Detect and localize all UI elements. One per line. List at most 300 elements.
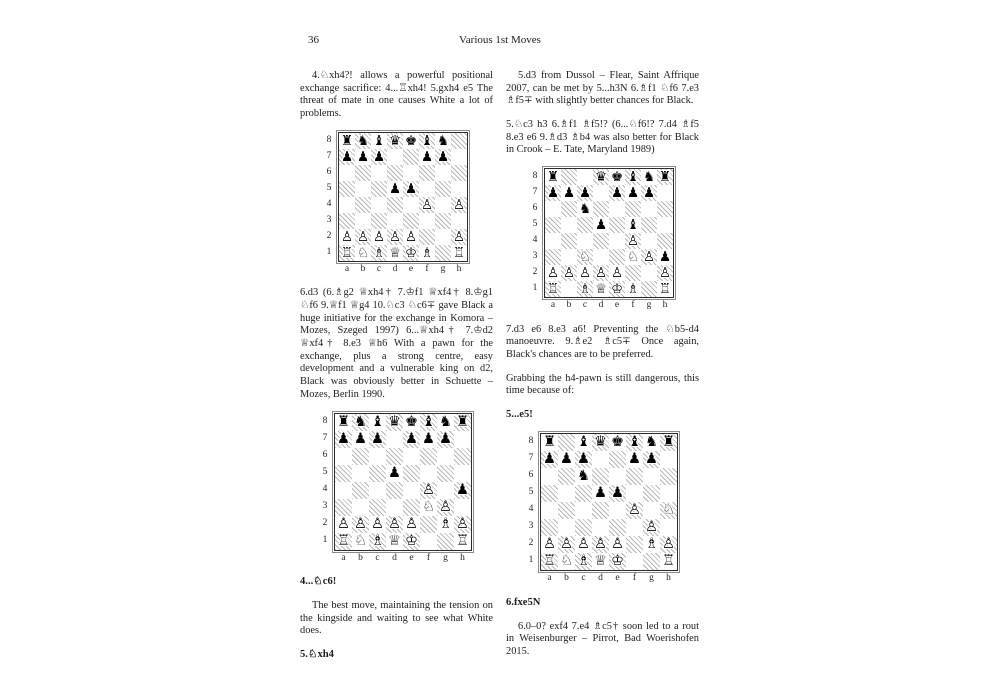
piece-white-pawn: ♙ [356,228,370,245]
piece-black-pawn: ♟ [562,185,576,202]
board-square [339,133,355,149]
piece-white-pawn: ♙ [662,536,675,553]
board-square [660,536,677,553]
piece-white-bishop: ♗ [577,553,590,570]
board-square [626,502,643,519]
piece-black-pawn: ♟ [594,485,607,502]
file-label: c [582,300,588,311]
two-column-text [300,70,700,673]
chess-board [334,413,472,551]
piece-black-pawn: ♟ [436,148,450,165]
file-labels [335,553,471,565]
page-content [300,34,700,673]
paragraph: The best move, maintaining the tension on the kingside and waiting to see what White does. [300,600,493,637]
board-square [403,197,419,213]
rank-label: 4 [326,198,332,209]
board-square [335,414,352,431]
board-square [387,181,403,197]
file-label: f [425,263,429,274]
piece-black-pawn: ♟ [420,148,434,165]
board-square [592,485,609,502]
board-square [437,431,454,448]
board-square [386,414,403,431]
board-square [371,181,387,197]
piece-white-knight: ♘ [354,532,367,549]
file-label: c [581,573,586,584]
board-square [575,553,592,570]
board-square [609,217,625,233]
rank-label: 2 [528,538,534,549]
board-square [577,265,593,281]
piece-white-pawn: ♙ [405,515,418,532]
board-square [592,451,609,468]
board-square [609,233,625,249]
board-square [545,249,561,265]
piece-black-pawn: ♟ [560,451,573,468]
board-square [657,281,673,297]
piece-black-knight: ♞ [356,132,370,149]
board-square [403,465,420,482]
piece-white-queen: ♕ [388,532,401,549]
file-labels [339,264,467,276]
piece-black-king: ♚ [610,169,624,186]
file-label: e [408,263,414,274]
board-square [339,197,355,213]
piece-white-knight: ♘ [560,553,573,570]
board-square [609,451,626,468]
page-number: 36 [308,34,319,46]
board-square [575,468,592,485]
board-square [386,431,403,448]
rank-label: 2 [326,230,332,241]
piece-black-king: ♚ [611,434,624,451]
piece-white-pawn: ♙ [422,481,435,498]
board-square [352,414,369,431]
board-square [369,482,386,499]
board-square [386,499,403,516]
rank-label: 1 [528,555,534,566]
rank-label: 5 [326,182,332,193]
board-square [451,133,467,149]
piece-white-pawn: ♙ [456,515,469,532]
board-square [387,245,403,261]
file-label: d [392,263,398,274]
rank-label: 2 [532,267,538,278]
board-square [355,165,371,181]
board-square [561,217,577,233]
piece-white-rook: ♖ [456,532,469,549]
board-square [558,536,575,553]
file-labels [541,573,677,585]
piece-black-knight: ♞ [439,413,452,430]
board-square [558,451,575,468]
board-square [657,233,673,249]
board-square [419,213,435,229]
board-square [558,502,575,519]
move-heading: 6.fxe5N [506,596,541,608]
board-square [403,414,420,431]
piece-black-pawn: ♟ [372,148,386,165]
board-square [403,149,419,165]
board-square [641,249,657,265]
board-square [435,213,451,229]
board-square [371,213,387,229]
board-square [403,499,420,516]
board-square [335,448,352,465]
board-square [592,468,609,485]
board-square [437,465,454,482]
piece-white-rook: ♖ [658,281,672,298]
file-label: g [649,573,654,584]
board-square [419,149,435,165]
board-square [387,133,403,149]
board-square [371,229,387,245]
board-square [451,149,467,165]
board-square [558,553,575,570]
piece-white-pawn: ♙ [371,515,384,532]
piece-white-pawn: ♙ [645,519,658,536]
piece-white-rook: ♖ [452,244,466,261]
board-square [592,434,609,451]
board-square [660,468,677,485]
board-square [420,431,437,448]
board-square [609,185,625,201]
board-square [437,533,454,550]
file-label: c [376,263,382,274]
board-square [437,414,454,431]
rank-label: 3 [322,500,328,511]
piece-black-pawn: ♟ [546,185,560,202]
rank-label: 1 [322,534,328,545]
piece-black-pawn: ♟ [628,451,641,468]
board-square [657,201,673,217]
piece-white-pawn: ♙ [594,536,607,553]
rank-label: 6 [532,203,538,214]
board-square [355,245,371,261]
piece-white-pawn: ♙ [340,228,354,245]
board-square [387,197,403,213]
board-square [660,553,677,570]
piece-black-pawn: ♟ [610,185,624,202]
board-square [420,516,437,533]
piece-white-king: ♔ [404,244,418,261]
board-square [641,265,657,281]
board-square [339,181,355,197]
file-label: h [456,263,462,274]
file-labels [545,300,673,312]
piece-white-bishop: ♗ [578,281,592,298]
board-square [339,245,355,261]
piece-white-bishop: ♗ [626,281,640,298]
board-square [387,213,403,229]
paragraph: 6.d3 (6.♗g2 ♕xh4† 7.♔f1 ♕xf4† 8.♔g1 ♘f6 9.♕f1 ♕g4 10.♘c3 ♘c6∓ gave Black a huge initiative for the exchange in Komora – Mozes, Szeged 1997) 6...♕xh4† 7.♔d2 ♕xf4† 8.e3 ♕h6 With a pawn for the exchange, plus a strong centre, easy development and a vulnerable king on d2, Black was obviously better in Schuette – Mozes, Berlin 1990. [300,287,493,400]
rank-labels [527,433,535,569]
board-square [435,181,451,197]
board-square [641,217,657,233]
piece-white-knight: ♘ [626,249,640,266]
piece-white-pawn: ♙ [388,515,401,532]
piece-black-knight: ♞ [354,413,367,430]
board-square [371,133,387,149]
rank-label: 7 [528,453,534,464]
board-square [577,233,593,249]
chess-diagram-3 [506,168,699,312]
piece-black-pawn: ♟ [337,430,350,447]
board-square [403,448,420,465]
piece-black-bishop: ♝ [628,434,641,451]
piece-black-rook: ♜ [543,434,556,451]
board-square [419,229,435,245]
board-square [545,185,561,201]
board-square [545,201,561,217]
piece-white-knight: ♘ [662,502,675,519]
rank-label: 8 [528,436,534,447]
board-square [592,519,609,536]
board-square [575,451,592,468]
file-label: d [392,552,397,563]
board-square [403,229,419,245]
board-square [643,536,660,553]
board-square [435,245,451,261]
board-square [561,169,577,185]
file-label: g [440,263,446,274]
rank-label: 1 [532,283,538,294]
file-label: d [598,300,604,311]
board-square [593,265,609,281]
board-square [355,213,371,229]
piece-white-queen: ♕ [388,244,402,261]
rank-label: 5 [528,487,534,498]
file-label: g [646,300,652,311]
piece-white-pawn: ♙ [562,265,576,282]
rank-label: 7 [326,150,332,161]
rank-label: 4 [528,504,534,515]
paragraph: 5.♘c3 h3 6.♗f1 ♗f5!? (6...♘f6!? 7.d4 ♗f5 8.e3 e6 9.♗d3 ♗b4 was also better for Black in Crook – E. Tate, Maryland 1989) [506,119,699,156]
board-square [420,414,437,431]
board-square [575,502,592,519]
board-square [626,468,643,485]
board-square [626,536,643,553]
board-square [403,133,419,149]
board-square [643,519,660,536]
board-square [561,233,577,249]
piece-black-rook: ♜ [662,434,675,451]
board-square [593,233,609,249]
file-label: b [360,263,366,274]
piece-white-pawn: ♙ [577,536,590,553]
rank-label: 7 [322,432,328,443]
board-square [355,181,371,197]
piece-black-rook: ♜ [337,413,350,430]
piece-white-pawn: ♙ [439,498,452,515]
board-square [451,197,467,213]
board-square [335,533,352,550]
board-square [641,201,657,217]
piece-white-pawn: ♙ [452,196,466,213]
board-square [577,185,593,201]
piece-black-pawn: ♟ [578,185,592,202]
board-square [626,553,643,570]
piece-white-rook: ♖ [662,553,675,570]
board-square [386,516,403,533]
board-square [335,431,352,448]
board-square [643,468,660,485]
board-square [403,482,420,499]
board-square [657,265,673,281]
file-label: b [358,552,363,563]
piece-black-rook: ♜ [340,132,354,149]
board-square [593,201,609,217]
piece-black-pawn: ♟ [388,180,402,197]
piece-black-pawn: ♟ [626,185,640,202]
board-square [420,465,437,482]
piece-black-pawn: ♟ [439,430,452,447]
board-square [626,485,643,502]
file-label: g [443,552,448,563]
board-square [355,133,371,149]
board-square [339,149,355,165]
board-square [420,482,437,499]
rank-label: 3 [532,251,538,262]
board-square [625,233,641,249]
piece-white-pawn: ♙ [560,536,573,553]
board-square [454,448,471,465]
board-square [454,516,471,533]
piece-white-pawn: ♙ [404,228,418,245]
piece-white-pawn: ♙ [420,196,434,213]
file-label: h [460,552,465,563]
board-square [352,448,369,465]
piece-white-rook: ♖ [543,553,556,570]
piece-black-pawn: ♟ [404,180,418,197]
piece-black-rook: ♜ [658,169,672,186]
paragraph: 5.d3 from Dussol – Flear, Saint Affrique 2007, can be met by 5...h3N 6.♗f1 ♘f6 7.e3 ♗f5∓ with slightly better chances for Black. [506,70,699,107]
board-square [403,245,419,261]
board-square [558,519,575,536]
board-square [541,536,558,553]
board-square [369,448,386,465]
board-square [454,414,471,431]
piece-black-queen: ♛ [388,132,402,149]
board-square [335,482,352,499]
board-square [558,434,575,451]
move-heading: 5...e5! [506,409,533,421]
board-square [545,281,561,297]
board-square [625,249,641,265]
board-square [660,519,677,536]
board-square [387,229,403,245]
board-square [660,485,677,502]
board-square [419,181,435,197]
board-square [451,181,467,197]
board-square [660,434,677,451]
rank-label: 4 [532,235,538,246]
board-square [593,169,609,185]
board-square [352,533,369,550]
piece-white-king: ♔ [610,281,624,298]
board-square [625,217,641,233]
board-square [657,249,673,265]
board-square [352,465,369,482]
rank-label: 6 [528,470,534,481]
board-square [352,516,369,533]
rank-label: 1 [326,246,332,257]
piece-black-pawn: ♟ [611,485,624,502]
board-square [369,533,386,550]
piece-white-pawn: ♙ [354,515,367,532]
piece-white-pawn: ♙ [658,265,672,282]
board-square [454,533,471,550]
board-square [420,499,437,516]
board-square [386,448,403,465]
board-square [609,201,625,217]
board-square [643,502,660,519]
board-square [371,165,387,181]
file-label: a [547,573,552,584]
piece-white-rook: ♖ [546,281,560,298]
paragraph: 6.0–0? exf4 7.e4 ♗c5† soon led to a rout in Weisenburger – Pirrot, Bad Woerishofen 2015. [506,620,699,657]
board-square [369,414,386,431]
piece-black-pawn: ♟ [356,148,370,165]
board-square [419,197,435,213]
piece-white-bishop: ♗ [372,244,386,261]
paragraph: 7.d3 e6 8.e3 a6! Preventing the ♘b5-d4 manoeuvre. 9.♗e2 ♗c5∓ Once again, Black's chances are to be preferred. [506,323,699,361]
board-square [435,165,451,181]
piece-black-knight: ♞ [645,434,658,451]
board-square [592,553,609,570]
piece-black-bishop: ♝ [372,132,386,149]
board-square [541,485,558,502]
board-square [609,553,626,570]
board-square [609,468,626,485]
board-square [541,468,558,485]
board-square [592,502,609,519]
piece-black-pawn: ♟ [340,148,354,165]
rank-label: 6 [326,166,332,177]
left-column [300,70,493,673]
board-square [541,502,558,519]
rank-label: 3 [326,214,332,225]
rank-label: 7 [532,187,538,198]
board-square [437,499,454,516]
board-square [352,431,369,448]
board-square [437,482,454,499]
piece-white-pawn: ♙ [578,265,592,282]
board-square [641,281,657,297]
board-square [451,213,467,229]
chess-diagram-1 [300,132,493,276]
board-square [625,201,641,217]
board-square [558,485,575,502]
file-label: e [614,300,620,311]
piece-black-pawn: ♟ [577,451,590,468]
piece-white-rook: ♖ [340,244,354,261]
board-square [577,169,593,185]
board-square [541,451,558,468]
file-label: a [550,300,556,311]
piece-black-knight: ♞ [436,132,450,149]
rank-label: 6 [322,449,328,460]
piece-black-rook: ♜ [546,169,560,186]
piece-black-pawn: ♟ [642,185,656,202]
board-square [369,465,386,482]
piece-black-rook: ♜ [456,413,469,430]
board-square [419,245,435,261]
piece-black-pawn: ♟ [388,464,401,481]
board-square [541,434,558,451]
board-square [609,536,626,553]
paragraph: 4.♘xh4?! allows a powerful positional exchange sacrifice: 4...♖xh4! 5.gxh4 e5 The threat of mate in one causes White a lot of problems. [300,70,493,120]
